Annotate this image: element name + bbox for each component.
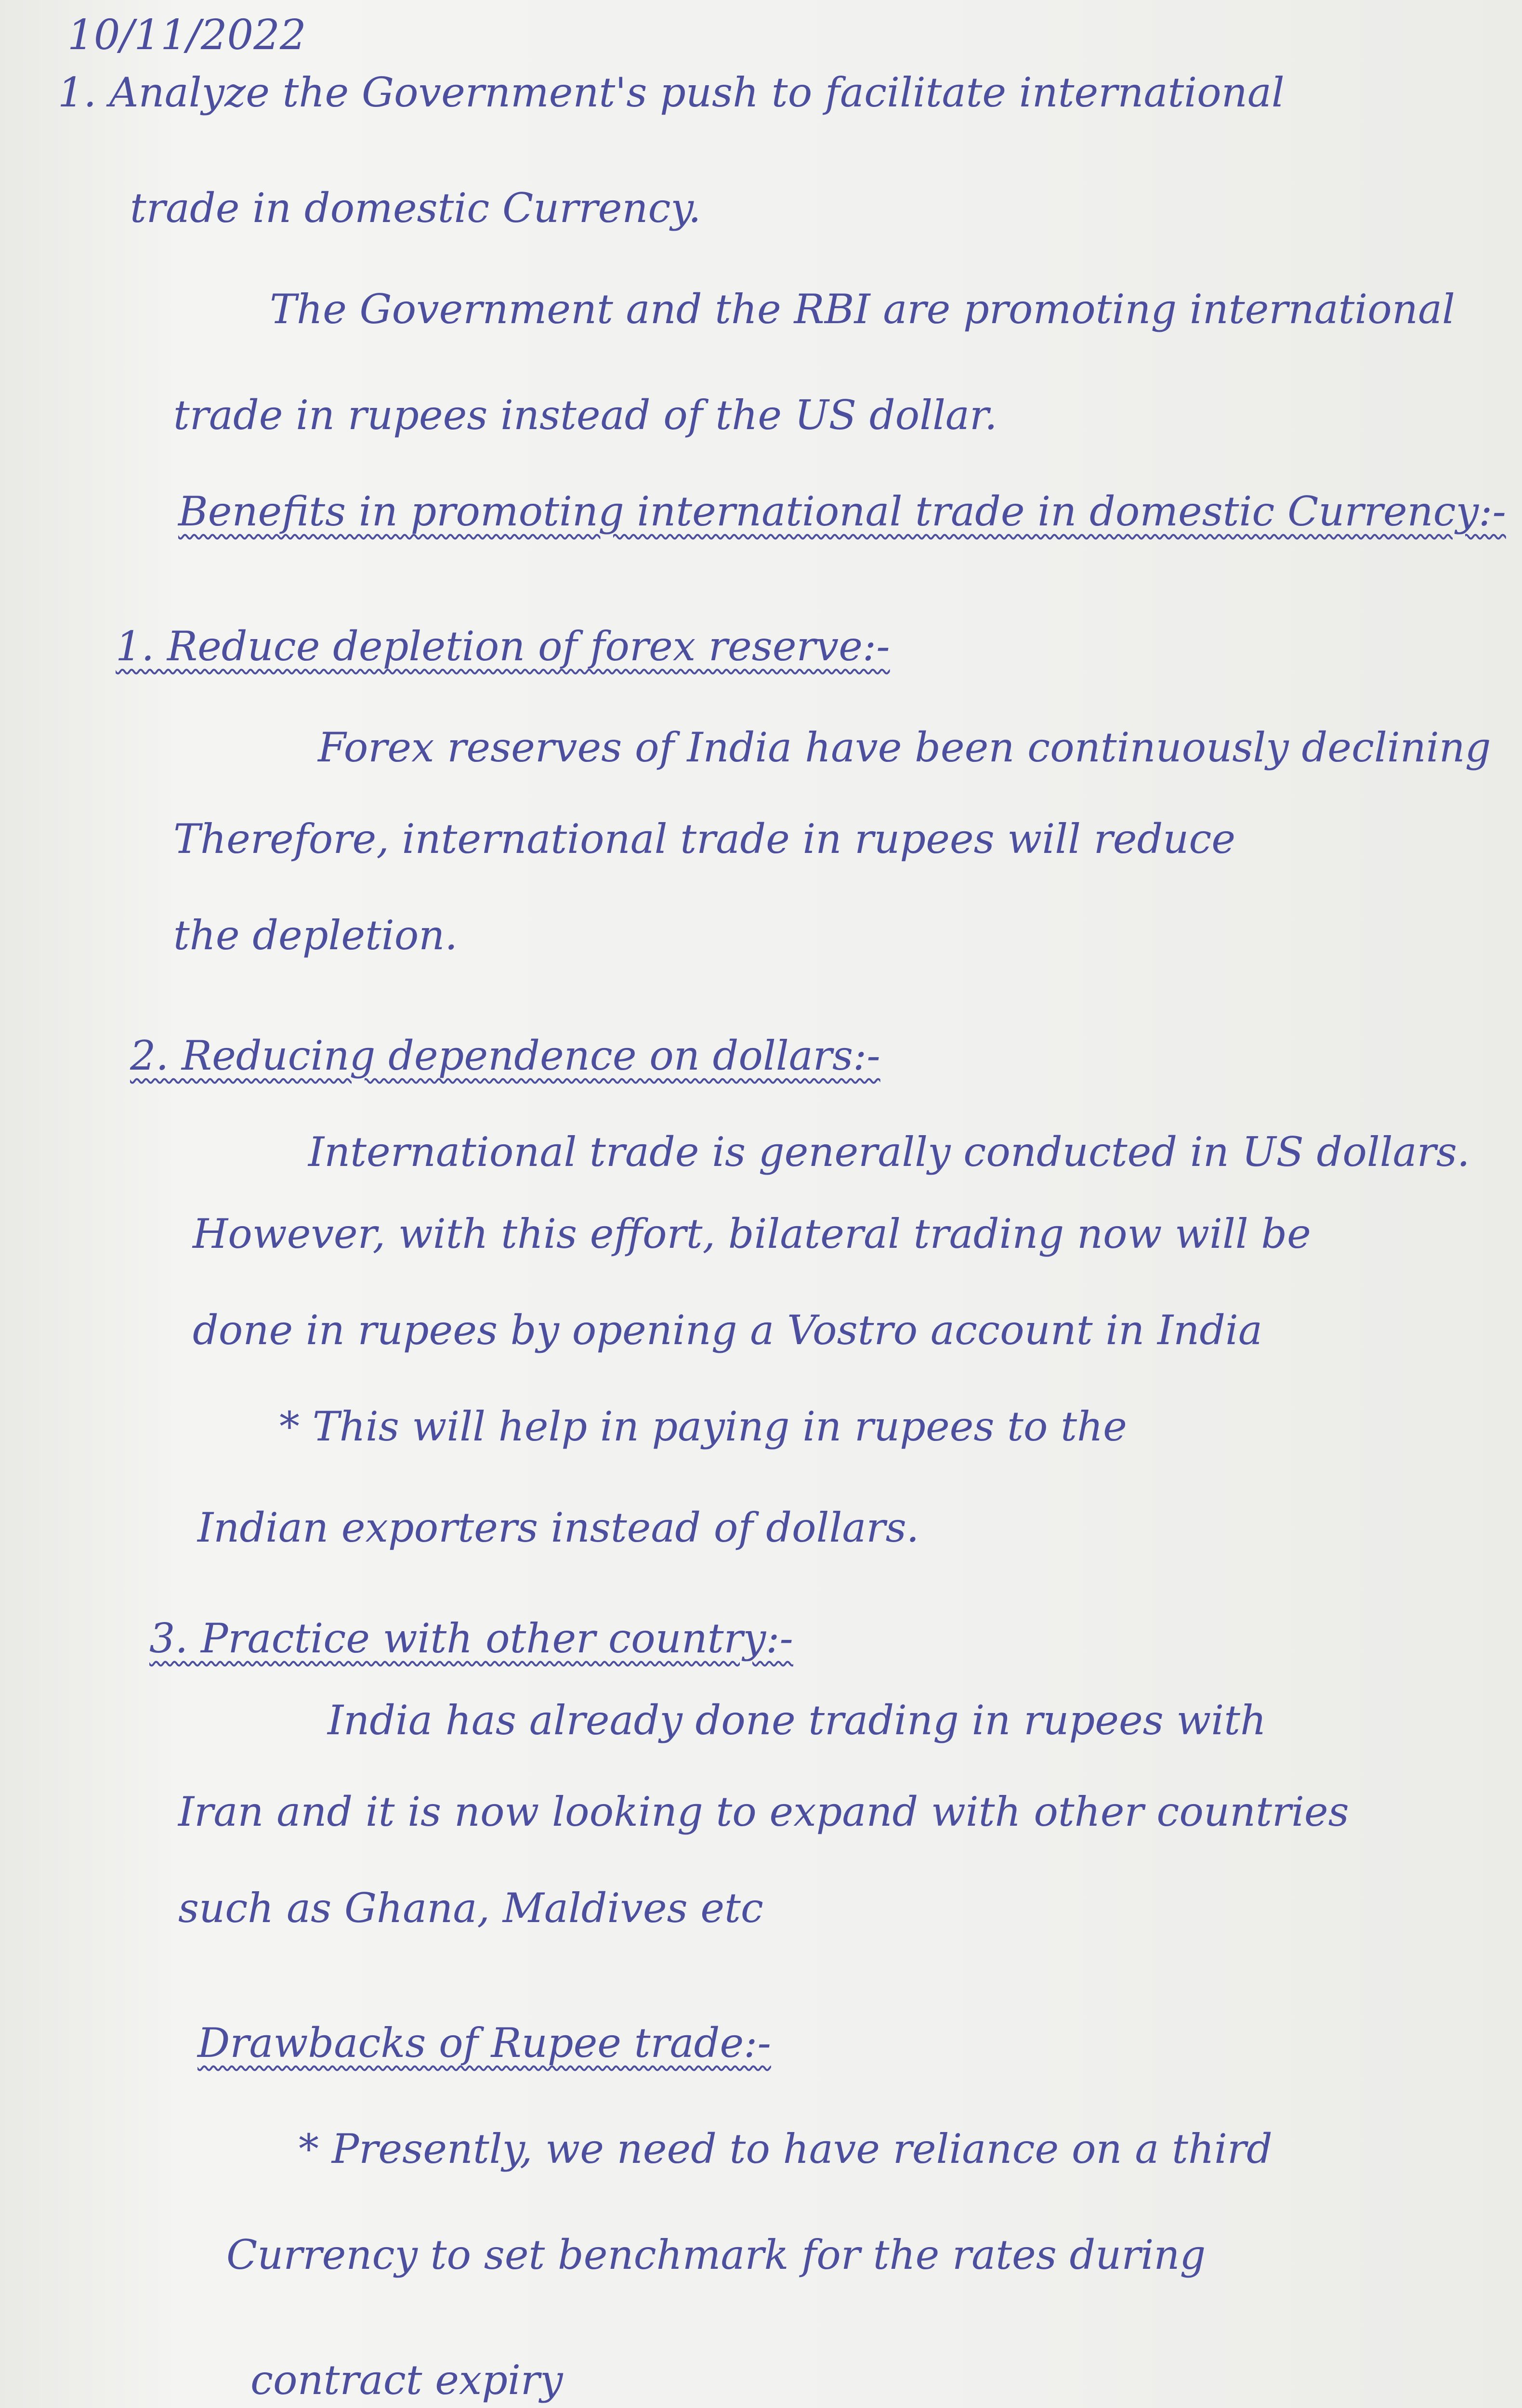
intro-line-1: The Government and the RBI are promoting international	[270, 286, 1455, 333]
point-2-heading: 2. Reducing dependence on dollars:-	[130, 1032, 880, 1079]
drawback-line-3: contract expiry	[250, 2356, 563, 2404]
point-3-line-2: Iran and it is now looking to expand with other countries	[178, 1788, 1349, 1835]
date: 10/11/2022	[67, 11, 306, 59]
drawbacks-heading: Drawbacks of Rupee trade:-	[197, 2019, 771, 2067]
point-3-line-3: such as Ghana, Maldives etc	[178, 1885, 763, 1932]
question-line-2: trade in domestic Currency.	[130, 184, 701, 232]
benefits-heading: Benefits in promoting international trade in domestic Currency:-	[178, 488, 1506, 535]
point-3-line-1: India has already done trading in rupees with	[328, 1697, 1267, 1744]
drawback-line-1: * Presently, we need to have reliance on a third	[299, 2125, 1273, 2172]
point-2-line-2: However, with this effort, bilateral trading now will be	[193, 1210, 1311, 1257]
point-1-line-3: the depletion.	[173, 912, 458, 959]
point-3-heading: 3. Practice with other country:-	[149, 1615, 793, 1662]
point-2-line-5: Indian exporters instead of dollars.	[197, 1504, 919, 1551]
point-1-line-1: Forex reserves of India have been continuously declining	[318, 724, 1491, 771]
point-2-line-4: * This will help in paying in rupees to the	[279, 1403, 1127, 1450]
point-2-line-3: done in rupees by opening a Vostro account in India	[193, 1307, 1262, 1354]
drawback-line-2: Currency to set benchmark for the rates during	[226, 2231, 1206, 2278]
intro-line-2: trade in rupees instead of the US dollar.	[173, 392, 997, 439]
point-1-line-2: Therefore, international trade in rupees will reduce	[173, 815, 1236, 863]
question-line-1: 1. Analyze the Government's push to facilitate international	[58, 69, 1285, 116]
point-2-line-1: International trade is generally conducted in US dollars.	[308, 1128, 1470, 1176]
point-1-heading: 1. Reduce depletion of forex reserve:-	[116, 623, 890, 670]
